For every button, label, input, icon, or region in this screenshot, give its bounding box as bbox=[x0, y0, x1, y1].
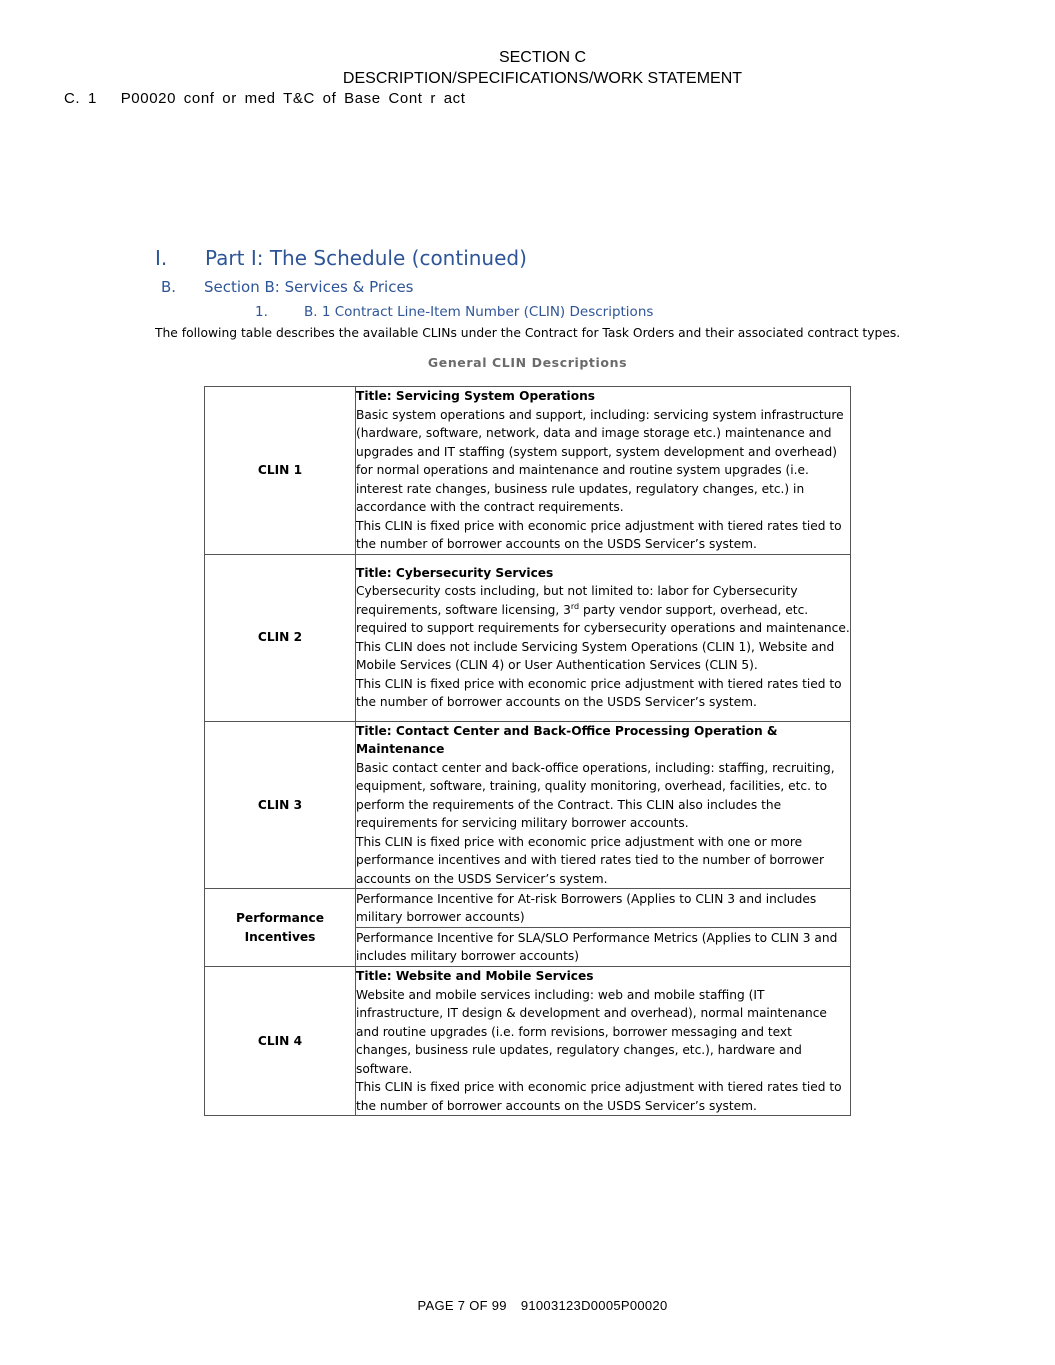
clin2-body-part-b: party vendor support, overhead, etc. required to support requirements for cybersecurity operations and maintenance. This CLIN does not include Servicing System Operations (CLIN 1), Website and Mobile Services (CLIN 4) or User Authentication Services (CLIN 5). bbox=[356, 602, 850, 672]
incentive-item-1: Performance Incentive for At-risk Borrowers (Applies to CLIN 3 and includes military borrower accounts) bbox=[356, 889, 851, 928]
table-row bbox=[205, 967, 851, 1116]
clin1-title: Title: Servicing System Operations bbox=[356, 389, 596, 403]
clin-table bbox=[204, 386, 851, 1116]
part-number: I. bbox=[155, 246, 168, 270]
c1-text: P00020 conf or med T&C of Base Cont r act bbox=[120, 90, 466, 107]
clin4-title: Title: Website and Mobile Services bbox=[356, 969, 594, 983]
table-caption: General CLIN Descriptions bbox=[427, 355, 628, 370]
subsection-title: B. 1 Contract Line-Item Number (CLIN) Descriptions bbox=[304, 304, 654, 320]
part-heading bbox=[155, 244, 527, 272]
clin3-body: Basic contact center and back-office operations, including: staffing, recruiting, equipment, software, training, quality monitoring, overhead, facilities, etc. to perform the requirements of the Contract. This CLIN also includes the requirements for servicing military borrower accounts. bbox=[356, 760, 835, 830]
c1-line bbox=[64, 89, 466, 109]
clin1-description bbox=[356, 387, 851, 555]
clin2-body-part-a: Cybersecurity costs including, but not limited to: labor for Cybersecurity requirements, software licensing, 3 bbox=[356, 584, 798, 617]
table-row bbox=[205, 889, 851, 928]
section-heading bbox=[161, 277, 414, 297]
subsection-heading bbox=[255, 303, 653, 321]
clin4-body: Website and mobile services including: web and mobile staffing (IT infrastructure, IT design & development and overhead), normal maintenance and routine upgrades (i.e. form revisions, borrower messaging and text changes, business rule updates, regulatory changes, etc.), hardware and software. bbox=[356, 987, 827, 1076]
section-number: B. bbox=[161, 278, 177, 296]
clin2-description bbox=[356, 554, 851, 721]
clin4-pricing: This CLIN is fixed price with economic price adjustment with tiered rates tied to the number of borrower accounts on the USDS Servicer’s system. bbox=[356, 1080, 842, 1113]
incentives-label: Performance Incentives bbox=[205, 889, 356, 967]
clin2-title: Title: Cybersecurity Services bbox=[356, 565, 554, 580]
page-footer bbox=[0, 1298, 1055, 1313]
clin1-body: Basic system operations and support, including: servicing system infrastructure (hardware, software, network, data and image storage etc.) maintenance and upgrades and IT staffing (system support, system development and overhead) for normal operations and maintenance and routine system upgrades (i.e. interest rate changes, business rule updates, regulatory changes, etc.) in accordance with the contract requirements. bbox=[356, 407, 844, 514]
clin4-description bbox=[356, 967, 851, 1116]
clin1-pricing: This CLIN is fixed price with economic price adjustment with tiered rates tied to the number of borrower accounts on the USDS Servicer’s system. bbox=[356, 518, 842, 551]
page-number: PAGE 7 OF 99 bbox=[417, 1298, 507, 1313]
clin3-pricing: This CLIN is fixed price with economic price adjustment with one or more performance incentives and with tiered rates tied to the number of borrower accounts on the USDS Servicer’s system. bbox=[356, 834, 825, 886]
c1-number: C. 1 bbox=[64, 90, 97, 107]
document-id: 91003123D0005P00020 bbox=[520, 1298, 668, 1313]
incentive-item-2: Performance Incentive for SLA/SLO Performance Metrics (Applies to CLIN 3 and includes military borrower accounts) bbox=[356, 928, 851, 967]
intro-paragraph: The following table describes the available CLINs under the Contract for Task Orders and their associated contract types. bbox=[155, 326, 901, 340]
clin1-label: CLIN 1 bbox=[205, 387, 356, 555]
clin2-body-superscript: rd bbox=[570, 601, 580, 611]
clin3-title: Title: Contact Center and Back-Office Processing Operation & Maintenance bbox=[356, 723, 778, 756]
clin3-label: CLIN 3 bbox=[205, 721, 356, 889]
table-row bbox=[205, 554, 851, 721]
section-subtitle: DESCRIPTION/SPECIFICATIONS/WORK STATEMENT bbox=[342, 70, 743, 87]
clin2-pricing: This CLIN is fixed price with economic price adjustment with tiered rates tied to the number of borrower accounts on the USDS Servicer’s system. bbox=[356, 676, 842, 709]
section-heading-title: Section B: Services & Prices bbox=[204, 278, 414, 296]
table-row bbox=[205, 387, 851, 555]
clin2-body bbox=[356, 582, 850, 675]
clin3-description bbox=[356, 721, 851, 889]
part-title: Part I: The Schedule (continued) bbox=[205, 246, 527, 270]
table-row bbox=[205, 721, 851, 889]
clin2-label: CLIN 2 bbox=[205, 554, 356, 721]
subsection-number: 1. bbox=[255, 304, 268, 320]
clin4-label: CLIN 4 bbox=[205, 967, 356, 1116]
section-title: SECTION C bbox=[498, 49, 587, 66]
